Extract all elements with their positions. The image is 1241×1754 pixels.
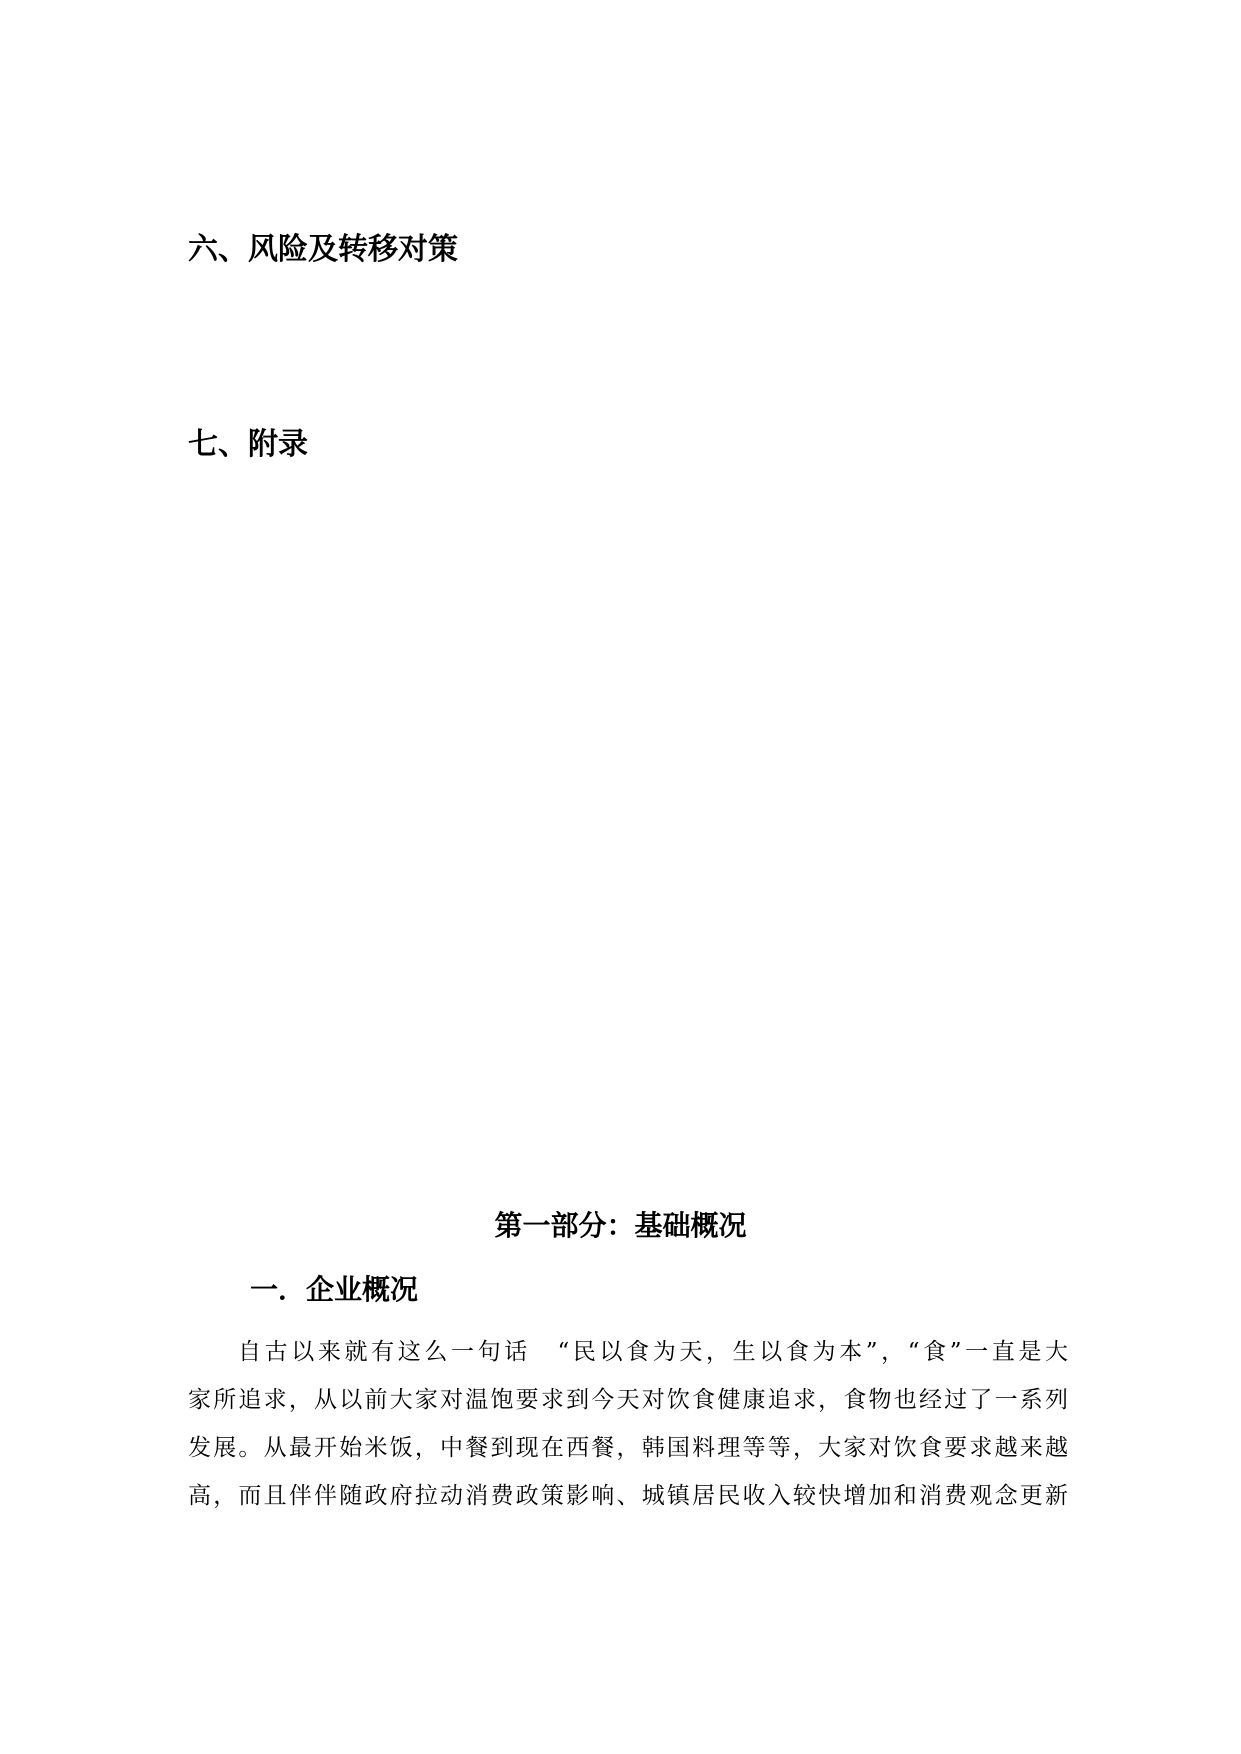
part-one-title: 第一部分：基础概况 <box>494 1209 747 1242</box>
body-paragraph <box>188 1328 1068 1520</box>
paragraph-line: 家所追求，从以前大家对温饱要求到今天对饮食健康追求，食物也经过了一系列 <box>188 1387 1068 1413</box>
paragraph-line: 发展。从最开始米饭，中餐到现在西餐，韩国料理等等，大家对饮食要求越来越 <box>188 1435 1068 1461</box>
toc-item-risk-countermeasures: 六、风险及转移对策 <box>188 232 458 267</box>
section-heading-company-overview: 一．企业概况 <box>250 1273 419 1306</box>
paragraph-line: 自古以来就有这么一句话 “民以食为天，生以食为本”，“食”一直是大 <box>238 1339 1068 1365</box>
toc-item-appendix: 七、附录 <box>188 427 308 462</box>
paragraph-line: 高，而且伴伴随政府拉动消费政策影响、城镇居民收入较快增加和消费观念更新 <box>188 1483 1068 1509</box>
